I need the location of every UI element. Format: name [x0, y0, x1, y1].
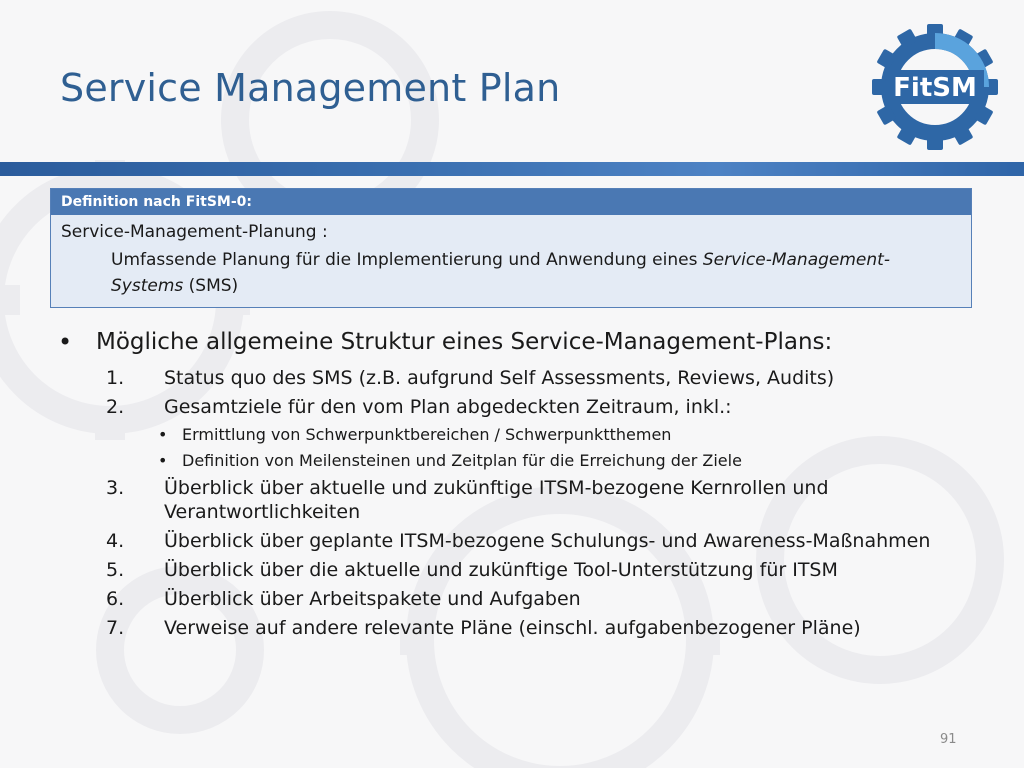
list-item — [106, 558, 986, 582]
list-item-number: 2. — [106, 396, 125, 418]
sub-list-item-text: Ermittlung von Schwerpunktbereichen / Schwerpunktthemen — [182, 425, 672, 444]
list-item — [106, 529, 986, 553]
logo-text: FitSM — [893, 73, 977, 103]
list-item — [106, 476, 986, 524]
definition-header: Definition nach FitSM-0: — [51, 189, 971, 215]
list-item-text: Überblick über geplante ITSM-bezogene Schulungs- und Awareness-Maßnahmen — [164, 530, 931, 552]
main-bullet-text: Mögliche allgemeine Struktur eines Service-Management-Plans: — [96, 329, 833, 355]
list-item-text: Überblick über aktuelle und zukünftige ITSM-bezogene Kernrollen und Verantwortlichkeiten — [164, 477, 829, 523]
list-item-text: Gesamtziele für den vom Plan abgedeckten Zeitraum, inkl.: — [164, 396, 732, 418]
list-item-number: 3. — [106, 477, 125, 499]
page-number: 91 — [940, 732, 957, 747]
list-item-text: Überblick über die aktuelle und zukünftige Tool-Unterstützung für ITSM — [164, 559, 838, 581]
list-item-number: 1. — [106, 367, 125, 389]
list-item — [106, 366, 986, 390]
list-item-text: Verweise auf andere relevante Pläne (einschl. aufgabenbezogener Pläne) — [164, 617, 861, 639]
list-item-number: 4. — [106, 530, 125, 552]
fitsm-logo — [870, 22, 1000, 152]
definition-text-tail: (SMS) — [183, 276, 239, 296]
definition-text — [51, 243, 971, 299]
definition-box — [50, 188, 972, 308]
header-stripe — [0, 162, 1024, 176]
main-bullet — [58, 328, 832, 356]
definition-text-italic: Service-Management-Systems — [111, 250, 890, 296]
sub-bullet-icon: • — [158, 425, 168, 444]
definition-text-plain: Umfassende Planung für die Implementierung und Anwendung eines — [111, 250, 703, 270]
sub-list-item — [158, 450, 986, 472]
sub-list-item — [158, 424, 986, 446]
bullet-icon: • — [58, 328, 73, 356]
definition-term: Service-Management-Planung : — [61, 222, 328, 242]
list-item-text: Status quo des SMS (z.B. aufgrund Self Assessments, Reviews, Audits) — [164, 367, 835, 389]
list-item-number: 5. — [106, 559, 125, 581]
page-title: Service Management Plan — [60, 66, 561, 110]
numbered-list — [106, 366, 986, 645]
list-item — [106, 395, 986, 419]
sub-bullet-icon: • — [158, 451, 168, 470]
sub-list-item-text: Definition von Meilensteinen und Zeitplan für die Erreichung der Ziele — [182, 451, 742, 470]
list-item-text: Überblick über Arbeitspakete und Aufgaben — [164, 588, 581, 610]
list-item-number: 6. — [106, 588, 125, 610]
list-item — [106, 616, 986, 640]
list-item-number: 7. — [106, 617, 125, 639]
list-item — [106, 587, 986, 611]
